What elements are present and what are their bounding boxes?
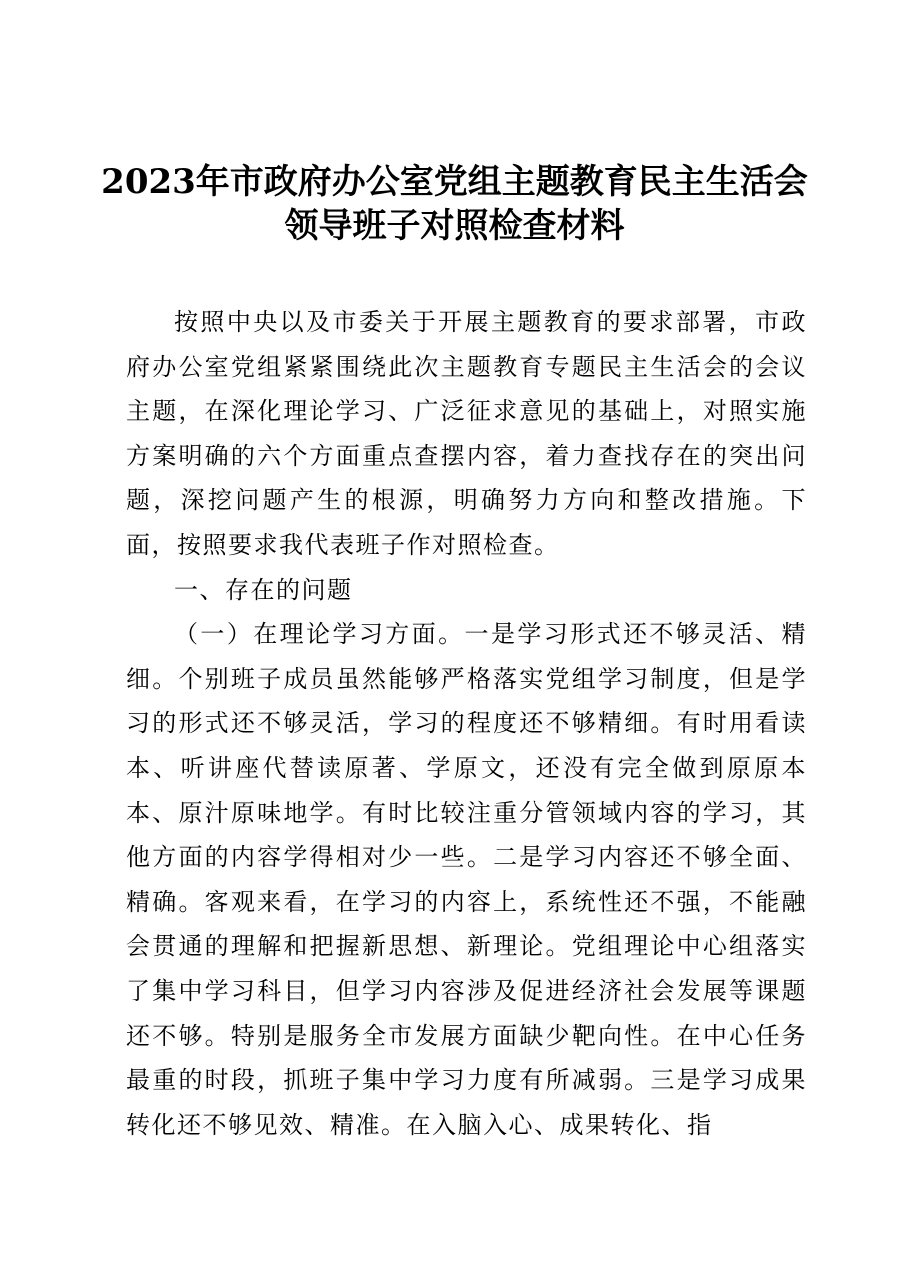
section-heading-problems: 一、存在的问题 — [174, 575, 353, 604]
paragraph-theory-study: （一）在理论学习方面。一是学习形式还不够灵活、精细。个别班子成员虽然能够严格落实党组学习制度，但是学习的形式还不够灵活，学习的程度还不够精细。有时用看读本、听讲座代替读原著、学原文，还没有完全做到原原本本、原汁原味地学。有时比较注重分管领域内容的学习，其他方面的内容学得相对少一些。二是学习内容还不够全面、精确。客观来看，在学习的内容上，系统性还不强，不能融会贯通的理解和把握新思想、新理论。党组理论中心组落实了集中学习科目，但学习内容涉及促进经济社会发展等课题还不够。特别是服务全市发展方面缺少靶向性。在中心任务最重的时段，抓班子集中学习力度有所减弱。三是学习成果转化还不够见效、精准。在入脑入心、成果转化、指 — [126, 620, 807, 1139]
paragraph-intro: 按照中央以及市委关于开展主题教育的要求部署，市政府办公室党组紧紧围绕此次主题教育专题民主生活会的会议主题，在深化理论学习、广泛征求意见的基础上，对照实施方案明确的六个方面重点查摆内容，着力查找存在的突出问题，深挖问题产生的根源，明确努力方向和整改措施。下面，按照要求我代表班子作对照检查。 — [126, 308, 807, 559]
document-title: 2023年市政府办公室党组主题教育民主生活会领导班子对照检查材料 — [101, 162, 808, 246]
document-body — [126, 300, 807, 1147]
